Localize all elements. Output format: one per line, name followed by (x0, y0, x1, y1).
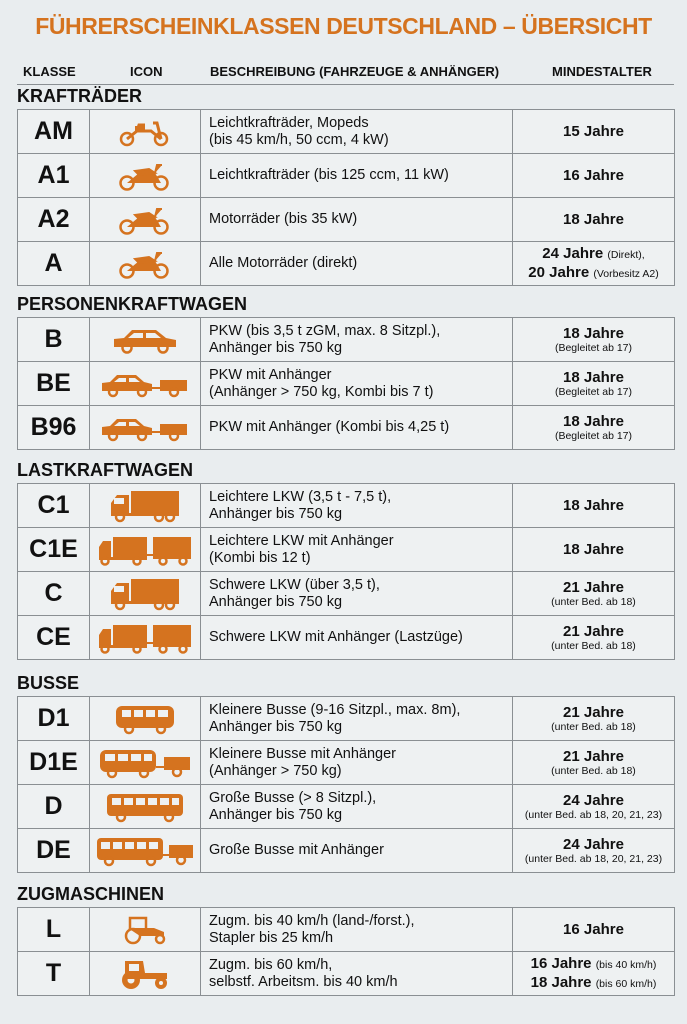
age-value: 18 Jahre (563, 412, 624, 430)
license-class: T (18, 952, 90, 996)
age-note: (Begleitet ab 17) (554, 341, 633, 354)
description-line: Große Busse (> 8 Sitzpl.), (209, 789, 377, 806)
description-line: Zugm. bis 40 km/h (land-/forst.), (209, 912, 415, 929)
table-row (18, 198, 675, 242)
description-line: Kleinere Busse (9-16 Sitzpl., max. 8m), (209, 701, 461, 718)
license-table (17, 317, 675, 450)
age-value: 24 Jahre (563, 835, 624, 853)
motorcycle-icon (90, 161, 200, 191)
age-value: 24 Jahre (542, 244, 604, 262)
description (201, 528, 513, 572)
minimum-age (513, 952, 675, 996)
vehicle-icon-cell (90, 484, 201, 528)
age-value: 21 Jahre (563, 703, 624, 721)
license-class: B (18, 318, 90, 362)
column-header-beschreibung: BESCHREIBUNG (FAHRZEUGE & ANHÄNGER) (210, 64, 500, 79)
age-note: (unter Bed. ab 18, 20, 21, 23) (524, 808, 663, 821)
description (201, 362, 513, 406)
age-note: (unter Bed. ab 18) (551, 595, 636, 608)
age-note: (Vorbesitz A2) (593, 267, 659, 280)
vehicle-icon-cell (90, 318, 201, 362)
license-class: C1E (18, 528, 90, 572)
license-class: A1 (18, 154, 90, 198)
age-note: (Direkt), (607, 248, 645, 261)
description-line: Anhänger bis 750 kg (209, 339, 343, 356)
table-row (18, 406, 675, 450)
minimum-age (513, 198, 675, 242)
description-line: Anhänger bis 750 kg (209, 718, 343, 735)
age-line (513, 921, 674, 938)
description-line: Leichtkrafträder, Mopeds (209, 114, 369, 131)
minibus-trailer-icon (90, 747, 200, 779)
truck-trailer-icon (90, 533, 200, 567)
minimum-age (513, 242, 675, 286)
description-line: PKW mit Anhänger (209, 366, 332, 383)
table-row (18, 952, 675, 996)
minimum-age (513, 406, 675, 450)
column-headers (17, 60, 674, 85)
section-title: PERSONENKRAFTWAGEN (17, 294, 248, 314)
age-value: 16 Jahre (563, 921, 624, 938)
minimum-age (513, 362, 675, 406)
description (201, 616, 513, 660)
bus-icon (90, 791, 200, 823)
age-note: (unter Bed. ab 18, 20, 21, 23) (524, 852, 663, 865)
table-row (18, 616, 675, 660)
license-table (17, 483, 675, 660)
description-line: (bis 45 km/h, 50 ccm, 4 kW) (209, 131, 389, 148)
license-class: BE (18, 362, 90, 406)
motorcycle-icon (90, 205, 200, 235)
page-title: FÜHRERSCHEINKLASSEN DEUTSCHLAND – ÜBERSICHT (35, 13, 652, 39)
description (201, 785, 513, 829)
age-line (513, 836, 674, 866)
table-row (18, 572, 675, 616)
bus-trailer-icon (90, 835, 200, 867)
description-line: Alle Motorräder (direkt) (209, 255, 358, 271)
age-line (513, 211, 674, 228)
section-zugmaschinen (17, 883, 674, 996)
description (201, 318, 513, 362)
minimum-age (513, 697, 675, 741)
table-row (18, 528, 675, 572)
description-line: Kleinere Busse mit Anhänger (209, 745, 396, 762)
table-row (18, 908, 675, 952)
age-value: 18 Jahre (530, 973, 592, 991)
description-line: Leichtere LKW mit Anhänger (209, 532, 394, 549)
age-line (513, 541, 674, 558)
table-row (18, 697, 675, 741)
description (201, 952, 513, 996)
section-busse (17, 672, 674, 873)
minimum-age (513, 908, 675, 952)
vehicle-icon-cell (90, 110, 201, 154)
age-note: (bis 60 km/h) (595, 977, 657, 990)
license-class: D (18, 785, 90, 829)
license-class: B96 (18, 406, 90, 450)
vehicle-icon-cell (90, 785, 201, 829)
description-line: Anhänger bis 750 kg (209, 593, 343, 610)
age-line (513, 325, 674, 355)
description-line: Große Busse mit Anhänger (209, 842, 384, 858)
minimum-age (513, 484, 675, 528)
age-line (513, 579, 674, 609)
age-note: (unter Bed. ab 18) (551, 720, 636, 733)
age-line (513, 369, 674, 399)
age-note: (unter Bed. ab 18) (551, 764, 636, 777)
description-line: Leichtkrafträder (bis 125 ccm, 11 kW) (209, 167, 449, 183)
description-line: Leichtere LKW (3,5 t - 7,5 t), (209, 488, 392, 505)
age-value: 18 Jahre (563, 497, 624, 514)
vehicle-icon-cell (90, 406, 201, 450)
age-note: (Begleitet ab 17) (554, 385, 633, 398)
age-value: 15 Jahre (563, 123, 624, 140)
license-class: CE (18, 616, 90, 660)
description (201, 484, 513, 528)
minimum-age (513, 572, 675, 616)
license-table (17, 109, 675, 286)
age-value: 18 Jahre (563, 324, 624, 342)
age-line (513, 623, 674, 653)
car-trailer-icon (90, 369, 200, 399)
section-title: LASTKRAFTWAGEN (17, 460, 193, 480)
license-class: C (18, 572, 90, 616)
minibus-icon (90, 703, 200, 735)
description-line: Schwere LKW mit Anhänger (Lastzüge) (209, 629, 463, 645)
section-personenkraftwagen (17, 293, 674, 450)
tractor-icon (90, 957, 200, 991)
age-note: (Begleitet ab 17) (554, 429, 633, 442)
description-line: selbstf. Arbeitsm. bis 40 km/h (209, 973, 398, 990)
license-table (17, 696, 675, 873)
license-class: L (18, 908, 90, 952)
vehicle-icon-cell (90, 242, 201, 286)
section-title: KRAFTRÄDER (17, 86, 142, 106)
description (201, 110, 513, 154)
description (201, 829, 513, 873)
table-row (18, 362, 675, 406)
minimum-age (513, 616, 675, 660)
car-icon (90, 325, 200, 355)
age-note: (bis 40 km/h) (595, 958, 657, 971)
age-value: 21 Jahre (563, 578, 624, 596)
description-line: (Anhänger > 750 kg, Kombi bis 7 t) (209, 383, 434, 400)
description-line: PKW (bis 3,5 t zGM, max. 8 Sitzpl.), (209, 322, 441, 339)
license-class: C1 (18, 484, 90, 528)
description-line: Zugm. bis 60 km/h, (209, 956, 333, 973)
truck-trailer-icon (90, 621, 200, 655)
license-class: A (18, 242, 90, 286)
description (201, 572, 513, 616)
age-line (513, 792, 674, 822)
motorcycle-icon (90, 249, 200, 279)
minimum-age (513, 829, 675, 873)
age-line (513, 413, 674, 443)
section-title: ZUGMASCHINEN (17, 884, 164, 904)
description (201, 154, 513, 198)
age-value: 24 Jahre (563, 791, 624, 809)
vehicle-icon-cell (90, 908, 201, 952)
table-row (18, 318, 675, 362)
vehicle-icon-cell (90, 154, 201, 198)
vehicle-icon-cell (90, 572, 201, 616)
vehicle-icon-cell (90, 198, 201, 242)
age-line (513, 974, 674, 993)
description (201, 741, 513, 785)
description (201, 697, 513, 741)
age-value: 20 Jahre (528, 263, 590, 281)
age-line (513, 497, 674, 514)
minimum-age (513, 741, 675, 785)
age-line (513, 245, 674, 264)
table-row (18, 242, 675, 286)
description (201, 406, 513, 450)
age-line (513, 955, 674, 974)
age-line (513, 264, 674, 283)
section-title: BUSSE (17, 673, 80, 693)
small-tractor-icon (90, 914, 200, 946)
vehicle-icon-cell (90, 952, 201, 996)
description (201, 198, 513, 242)
description-line: Motorräder (bis 35 kW) (209, 211, 358, 227)
table-row (18, 484, 675, 528)
moped-icon (90, 117, 200, 147)
column-header-icon: ICON (130, 64, 163, 79)
age-value: 16 Jahre (530, 954, 592, 972)
table-row (18, 829, 675, 873)
minimum-age (513, 110, 675, 154)
age-line (513, 748, 674, 778)
vehicle-icon-cell (90, 697, 201, 741)
license-class: AM (18, 110, 90, 154)
minimum-age (513, 785, 675, 829)
age-line (513, 704, 674, 734)
description-line: Schwere LKW (über 3,5 t), (209, 576, 380, 593)
age-line (513, 123, 674, 140)
description (201, 242, 513, 286)
description-line: Stapler bis 25 km/h (209, 929, 334, 946)
truck-icon (90, 577, 200, 611)
license-class: DE (18, 829, 90, 873)
minimum-age (513, 154, 675, 198)
vehicle-icon-cell (90, 616, 201, 660)
description-line: Anhänger bis 750 kg (209, 505, 343, 522)
vehicle-icon-cell (90, 829, 201, 873)
age-note: (unter Bed. ab 18) (551, 639, 636, 652)
column-header-mindestalter: MINDESTALTER (552, 64, 652, 79)
age-value: 18 Jahre (563, 368, 624, 386)
description-line: (Anhänger > 750 kg) (209, 762, 342, 779)
description-line: Anhänger bis 750 kg (209, 806, 343, 823)
description-line: (Kombi bis 12 t) (209, 549, 311, 566)
minimum-age (513, 318, 675, 362)
table-row (18, 741, 675, 785)
age-value: 16 Jahre (563, 167, 624, 184)
license-class: D1 (18, 697, 90, 741)
age-value: 21 Jahre (563, 622, 624, 640)
license-class: A2 (18, 198, 90, 242)
age-value: 21 Jahre (563, 747, 624, 765)
truck-icon (90, 489, 200, 523)
table-row (18, 110, 675, 154)
license-class: D1E (18, 741, 90, 785)
column-header-klasse: KLASSE (23, 64, 76, 79)
section-lastkraftwagen (17, 459, 674, 660)
vehicle-icon-cell (90, 362, 201, 406)
license-table (17, 907, 675, 996)
description (201, 908, 513, 952)
car-trailer-icon (90, 413, 200, 443)
section-krafträder (17, 85, 674, 286)
age-value: 18 Jahre (563, 211, 624, 228)
age-line (513, 167, 674, 184)
vehicle-icon-cell (90, 528, 201, 572)
description-line: PKW mit Anhänger (Kombi bis 4,25 t) (209, 419, 450, 435)
minimum-age (513, 528, 675, 572)
table-row (18, 154, 675, 198)
vehicle-icon-cell (90, 741, 201, 785)
age-value: 18 Jahre (563, 541, 624, 558)
table-row (18, 785, 675, 829)
